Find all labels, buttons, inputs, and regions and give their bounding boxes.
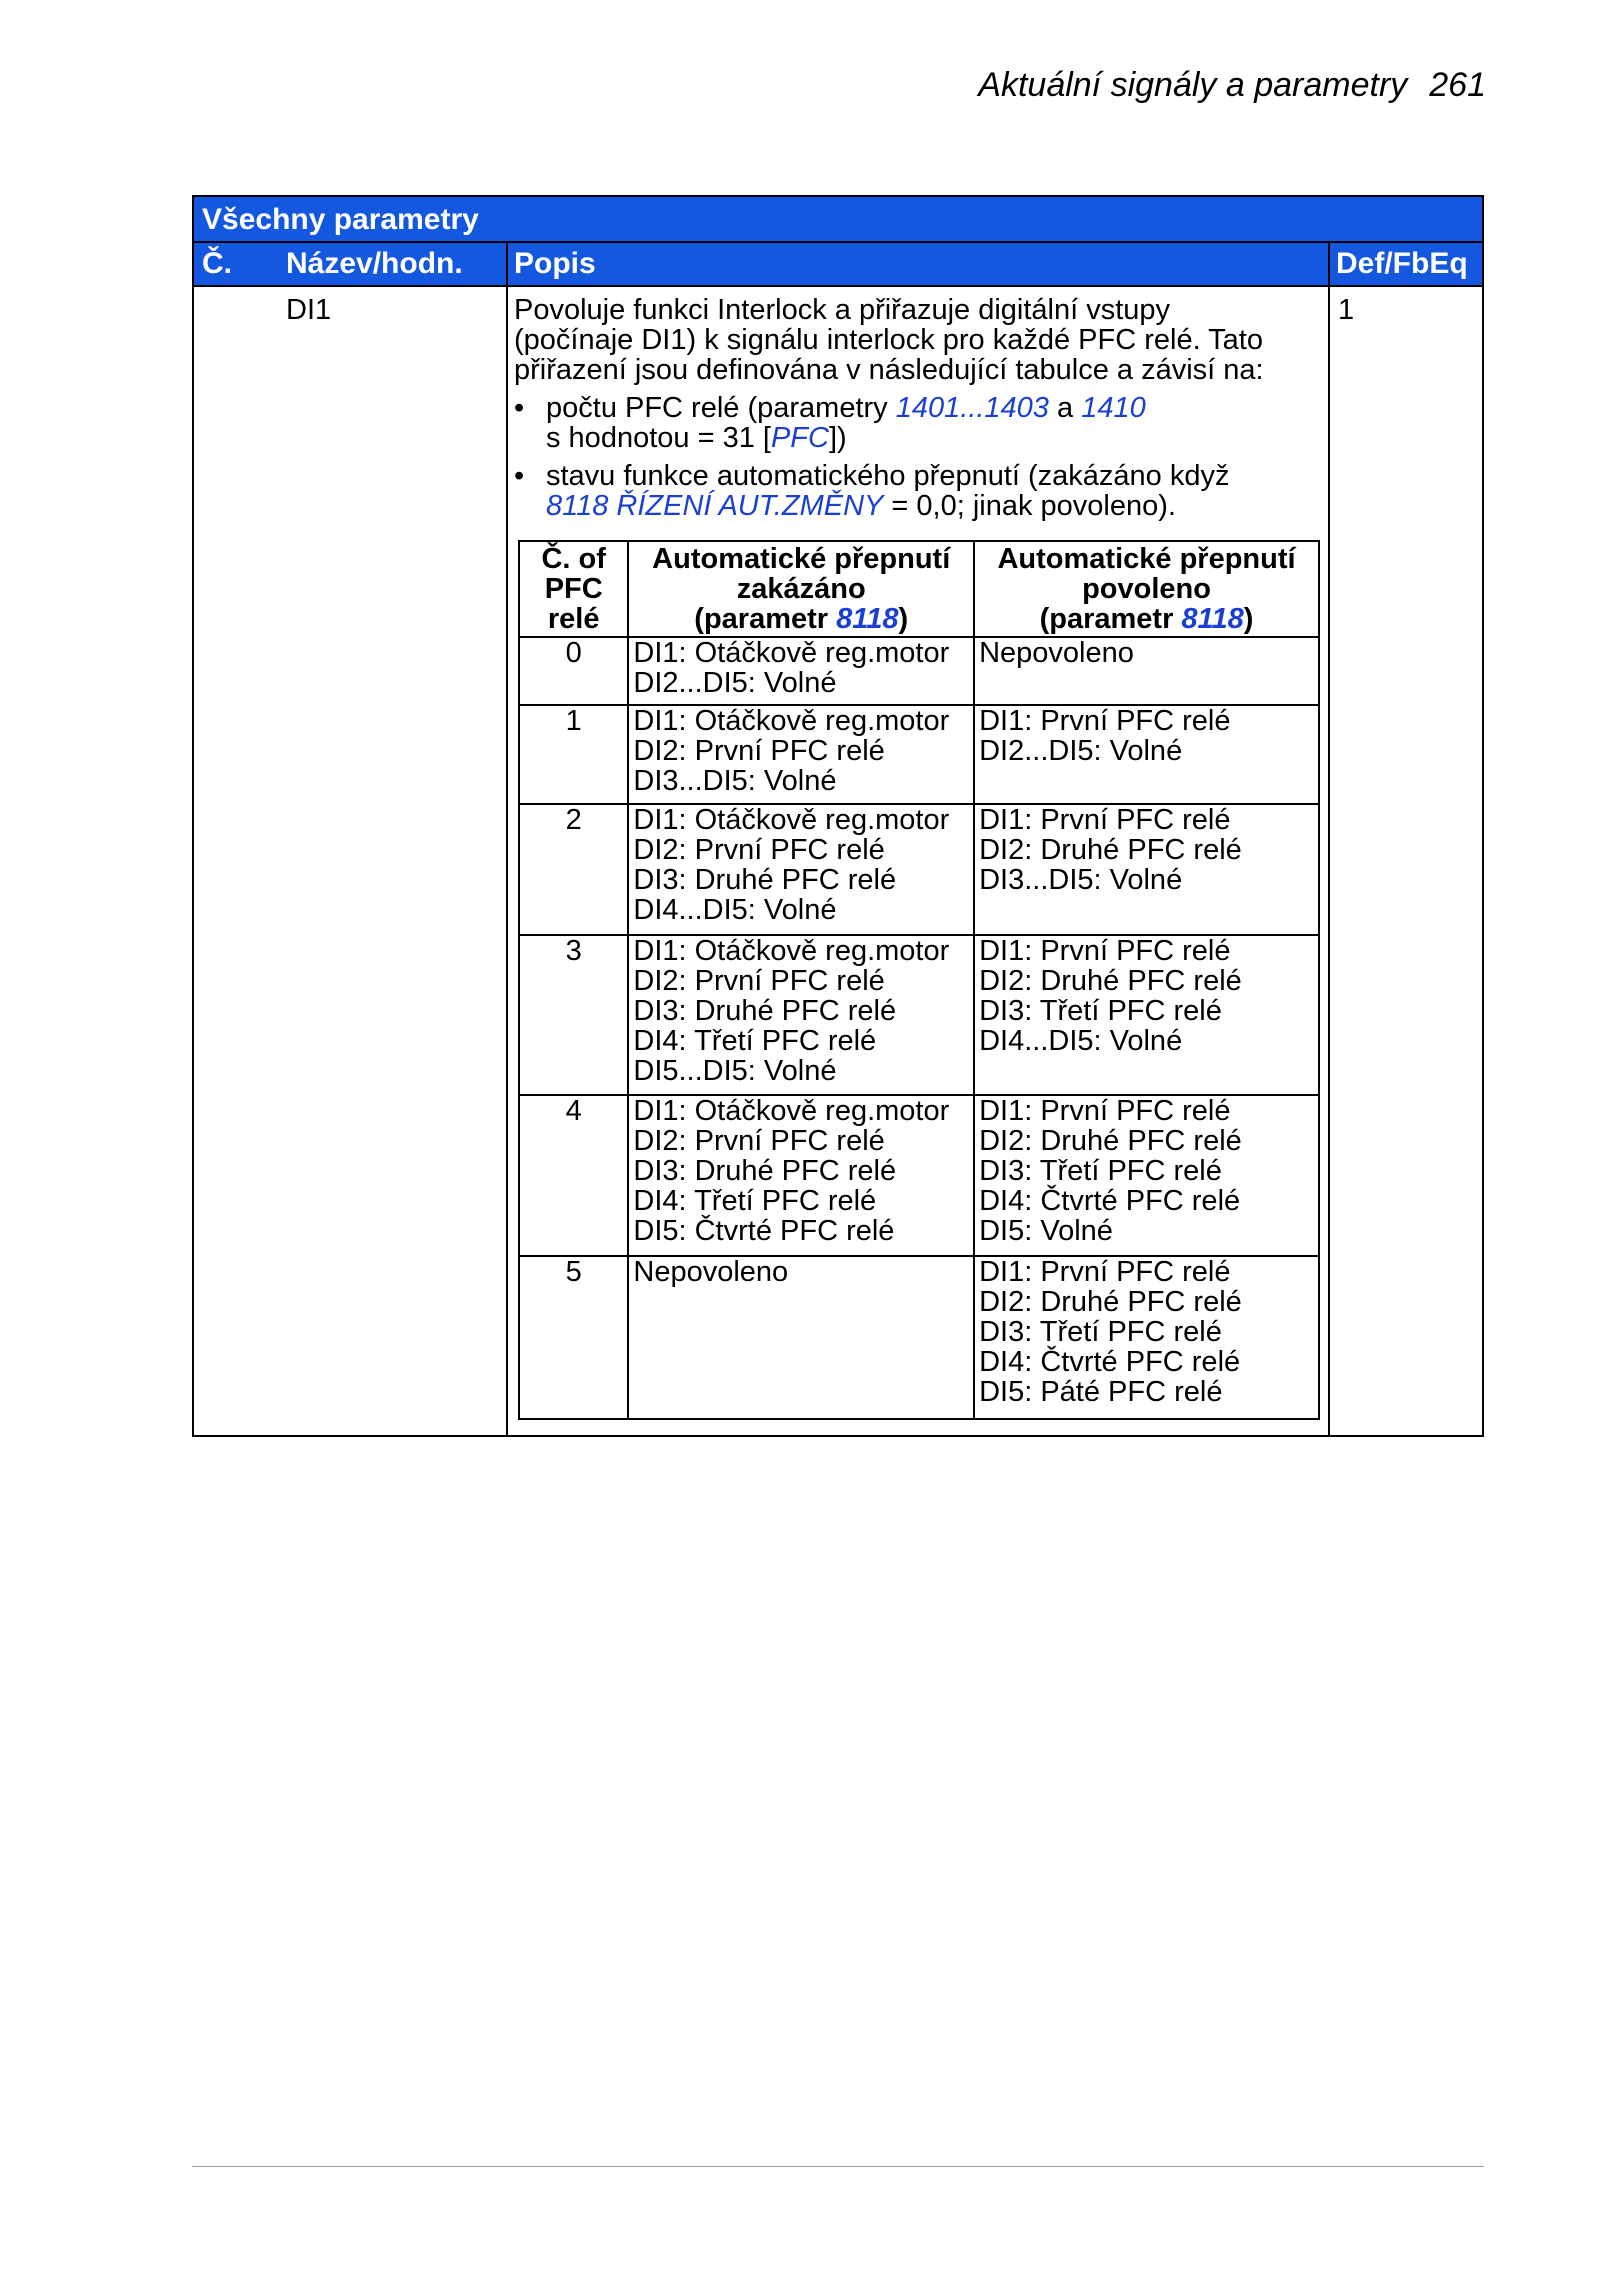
table-row bbox=[519, 1095, 1319, 1256]
page-header bbox=[978, 66, 1486, 105]
enabled-assignment-cell bbox=[974, 637, 1319, 705]
bullet-text: ]) bbox=[828, 422, 847, 454]
param-link-1410[interactable]: 1410 bbox=[1081, 392, 1146, 424]
assignment-line: DI2: První PFC relé bbox=[633, 1125, 885, 1158]
description-line: přiřazení jsou definována v následující tabulce a závisí na: bbox=[514, 354, 1264, 386]
header-line: povoleno bbox=[1082, 573, 1211, 605]
assignment-line: DI2: První PFC relé bbox=[633, 964, 885, 997]
assignment-line: DI5: Páté PFC relé bbox=[979, 1376, 1223, 1409]
assignment-line: DI3: Druhé PFC relé bbox=[633, 994, 897, 1027]
relay-count-cell: 2 bbox=[519, 804, 628, 935]
disabled-assignment-cell bbox=[628, 637, 974, 705]
param-link-8118[interactable]: 8118 ŘÍZENÍ AUT.ZMĚNY bbox=[546, 490, 884, 522]
header-line: (parametr bbox=[694, 603, 837, 635]
param-link-8118[interactable]: 8118 bbox=[836, 603, 899, 635]
description-line: (počínaje DI1) k signálu interlock pro každé PFC relé. Tato bbox=[514, 324, 1263, 356]
table-row bbox=[519, 705, 1319, 804]
disabled-assignment-cell bbox=[628, 705, 974, 804]
enabled-assignment-cell bbox=[974, 804, 1319, 935]
assignment-line: DI3: Třetí PFC relé bbox=[979, 1155, 1222, 1188]
header-line: zakázáno bbox=[736, 573, 866, 605]
table-row bbox=[519, 935, 1319, 1096]
sub-header-relay-count bbox=[519, 541, 628, 637]
page-header-title: Aktuální signály a parametry bbox=[978, 66, 1408, 104]
assignment-line: DI3: Druhé PFC relé bbox=[633, 1155, 897, 1188]
table-header-row bbox=[194, 243, 1482, 287]
enabled-assignment-cell bbox=[974, 1095, 1319, 1256]
disabled-assignment-cell bbox=[628, 935, 974, 1096]
assignment-line: DI1: Otáčkově reg.motor bbox=[633, 705, 950, 738]
enabled-assignment-cell bbox=[974, 1256, 1319, 1419]
assignment-line: DI1: První PFC relé bbox=[979, 803, 1231, 836]
assignment-line: DI1: Otáčkově reg.motor bbox=[633, 637, 950, 669]
assignment-line: DI2: Druhé PFC relé bbox=[979, 964, 1242, 997]
column-header-no: Č. bbox=[202, 247, 232, 280]
assignment-line: DI4: Čtvrté PFC relé bbox=[979, 1185, 1241, 1218]
bullet-text: a bbox=[1048, 392, 1082, 424]
param-link-8118[interactable]: 8118 bbox=[1181, 603, 1244, 635]
enabled-assignment-cell bbox=[974, 935, 1319, 1096]
table-row bbox=[519, 1256, 1319, 1419]
parameter-name: DI1 bbox=[286, 294, 332, 326]
relay-count-cell: 0 bbox=[519, 637, 628, 705]
bullet-item bbox=[514, 461, 1264, 521]
assignment-line: DI2: První PFC relé bbox=[633, 833, 885, 866]
param-link-1401[interactable]: 1401 bbox=[895, 392, 961, 424]
description-line: Povoluje funkci Interlock a přiřazuje digitální vstupy bbox=[514, 294, 1171, 326]
footer-divider bbox=[192, 2166, 1484, 2167]
header-line: PFC bbox=[544, 573, 603, 605]
relay-count-cell: 1 bbox=[519, 705, 628, 804]
assignment-line: DI2: Druhé PFC relé bbox=[979, 833, 1242, 866]
assignment-line: DI1: První PFC relé bbox=[979, 705, 1231, 738]
relay-count-cell: 3 bbox=[519, 935, 628, 1096]
assignment-line: DI5...DI5: Volné bbox=[633, 1054, 837, 1087]
assignment-line: DI4...DI5: Volné bbox=[979, 1024, 1183, 1057]
parameter-description bbox=[514, 295, 1264, 521]
assignment-line: DI4: Třetí PFC relé bbox=[633, 1185, 877, 1218]
assignment-line: DI3...DI5: Volné bbox=[633, 765, 837, 798]
header-line: Automatické přepnutí bbox=[652, 543, 951, 575]
header-line: ) bbox=[1243, 603, 1254, 635]
header-line: Automatické přepnutí bbox=[997, 543, 1296, 575]
relay-count-cell: 4 bbox=[519, 1095, 628, 1256]
column-header-name: Název/hodn. bbox=[286, 247, 463, 280]
header-line: relé bbox=[547, 603, 600, 635]
header-line: Č. of bbox=[541, 543, 606, 575]
table-row bbox=[519, 637, 1319, 705]
param-link-1403[interactable]: 1403 bbox=[984, 392, 1049, 424]
disabled-assignment-cell bbox=[628, 1095, 974, 1256]
value-link-pfc[interactable]: PFC bbox=[770, 422, 829, 454]
assignment-line: DI1: Otáčkově reg.motor bbox=[633, 803, 950, 836]
assignment-line: DI5: Volné bbox=[979, 1215, 1113, 1248]
sub-header-autochange-disabled bbox=[628, 541, 974, 637]
assignment-line: DI2...DI5: Volné bbox=[979, 735, 1183, 768]
assignment-line: DI3...DI5: Volné bbox=[979, 863, 1183, 896]
assignment-line: DI2: Druhé PFC relé bbox=[979, 1286, 1242, 1319]
assignment-line: DI2: Druhé PFC relé bbox=[979, 1125, 1242, 1158]
bullet-text: počtu PFC relé (parametry bbox=[546, 392, 896, 424]
enabled-assignment-cell bbox=[974, 705, 1319, 804]
assignment-line: DI4: Třetí PFC relé bbox=[633, 1024, 877, 1057]
assignment-line: DI2...DI5: Volné bbox=[633, 667, 837, 699]
assignment-line: DI5: Čtvrté PFC relé bbox=[633, 1215, 895, 1248]
assignment-line: DI1: Otáčkově reg.motor bbox=[633, 934, 950, 967]
bullet-text: • stavu funkce automatického přepnutí (zakázáno když bbox=[546, 460, 1230, 492]
assignment-line: DI4...DI5: Volné bbox=[633, 893, 837, 926]
table-title: Všechny parametry bbox=[194, 197, 1482, 243]
assignment-line: DI4: Čtvrté PFC relé bbox=[979, 1346, 1241, 1379]
disabled-assignment-cell bbox=[628, 1256, 974, 1419]
column-divider bbox=[506, 243, 508, 1437]
assignment-line: DI3: Třetí PFC relé bbox=[979, 1316, 1222, 1349]
bullet-text: = 0,0; jinak povoleno). bbox=[883, 490, 1176, 522]
interlock-assignment-table bbox=[518, 540, 1320, 1420]
assignment-line: DI2: První PFC relé bbox=[633, 735, 885, 768]
bullet-item bbox=[514, 393, 1264, 453]
column-divider bbox=[1328, 243, 1330, 1437]
assignment-line: DI1: První PFC relé bbox=[979, 934, 1231, 967]
bullet-separator: ... bbox=[960, 392, 985, 424]
table-row bbox=[519, 804, 1319, 935]
bullet-text: s hodnotou = 31 [ bbox=[546, 422, 771, 454]
column-header-description: Popis bbox=[514, 247, 596, 280]
assignment-line: Nepovoleno bbox=[979, 637, 1134, 669]
relay-count-cell: 5 bbox=[519, 1256, 628, 1419]
assignment-line: DI3: Druhé PFC relé bbox=[633, 863, 897, 896]
assignment-line: Nepovoleno bbox=[633, 1256, 789, 1289]
assignment-line: DI3: Třetí PFC relé bbox=[979, 994, 1222, 1027]
header-line: ) bbox=[898, 603, 909, 635]
assignment-line: DI1: První PFC relé bbox=[979, 1095, 1231, 1128]
column-header-default: Def/FbEq bbox=[1336, 247, 1468, 280]
sub-header-autochange-enabled bbox=[974, 541, 1319, 637]
page-number: 261 bbox=[1429, 66, 1486, 104]
header-line: (parametr bbox=[1039, 603, 1182, 635]
disabled-assignment-cell bbox=[628, 804, 974, 935]
assignment-line: DI1: První PFC relé bbox=[979, 1256, 1231, 1289]
parameter-default: 1 bbox=[1338, 294, 1355, 326]
assignment-line: DI1: Otáčkově reg.motor bbox=[633, 1095, 950, 1128]
